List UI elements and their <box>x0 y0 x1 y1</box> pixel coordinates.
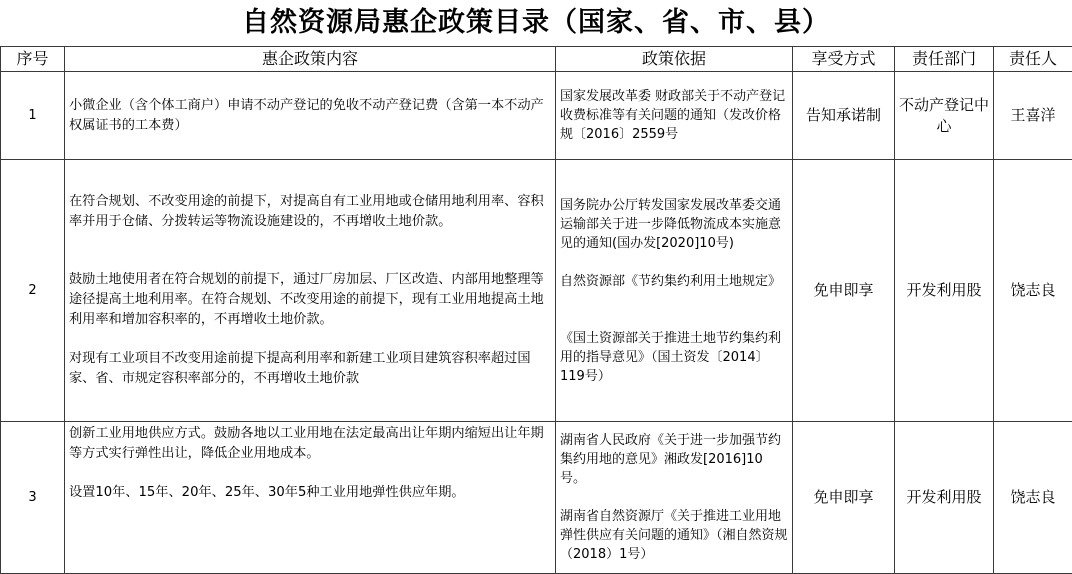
row-number: 3 <box>1 422 65 574</box>
table-row <box>1 72 1072 160</box>
policy-basis <box>556 422 793 574</box>
responsible-dept: 不动产登记中心 <box>895 72 994 160</box>
responsible-dept: 开发利用股 <box>895 422 994 574</box>
enjoy-method: 免申即享 <box>793 160 895 422</box>
responsible-person: 王喜洋 <box>994 72 1072 160</box>
basis-paragraph: 国家发展改革委 财政部关于不动产登记收费标准等有关问题的通知（发改价格规〔2016〕2559号 <box>560 87 788 144</box>
header-dept: 责任部门 <box>895 47 994 72</box>
content-paragraph: 创新工业用地供应方式。鼓励各地以工业用地在法定最高出让年期内缩短出让年期等方式实行弹性出让，降低企业用地成本。 <box>69 424 551 464</box>
basis-paragraph: 自然资源部《节约集约利用土地规定》 <box>560 272 788 291</box>
policy-table <box>0 46 1072 574</box>
row-number: 2 <box>1 160 65 422</box>
content-paragraph: 小微企业（含个体工商户）申请不动产登记的免收不动产登记费（含第一本不动产权属证书的工本费） <box>69 96 551 136</box>
policy-basis <box>556 72 793 160</box>
policy-content <box>65 422 556 574</box>
responsible-dept: 开发利用股 <box>895 160 994 422</box>
header-method: 享受方式 <box>793 47 895 72</box>
table-row <box>1 160 1072 422</box>
header-content: 惠企政策内容 <box>65 47 556 72</box>
enjoy-method: 免申即享 <box>793 422 895 574</box>
policy-content <box>65 72 556 160</box>
header-basis: 政策依据 <box>556 47 793 72</box>
basis-paragraph: 《国土资源部关于推进土地节约集约利用的指导意见》（国土资发〔2014〕119号） <box>560 329 788 386</box>
page-title: 自然资源局惠企政策目录（国家、省、市、县） <box>0 0 1072 46</box>
content-paragraph: 设置10年、15年、20年、25年、30年5种工业用地弹性供应年期。 <box>69 483 551 503</box>
policy-content <box>65 160 556 422</box>
content-paragraph: 在符合规划、不改变用途的前提下，对提高自有工业用地或仓储用地利用率、容积率并用于仓储、分拨转运等物流设施建设的，不再增收土地价款。 <box>69 192 551 232</box>
enjoy-method: 告知承诺制 <box>793 72 895 160</box>
content-paragraph: 对现有工业项目不改变用途前提下提高利用率和新建工业项目建筑容积率超过国家、省、市规定容积率部分的，不再增收土地价款 <box>69 349 551 389</box>
responsible-person: 饶志良 <box>994 160 1072 422</box>
basis-paragraph: 湖南省自然资源厅《关于推进工业用地弹性供应有关问题的通知》（湘自然资规（2018）1号） <box>560 507 788 564</box>
responsible-person: 饶志良 <box>994 422 1072 574</box>
content-paragraph: 鼓励土地使用者在符合规划的前提下，通过厂房加层、厂区改造、内部用地整理等途径提高土地利用率。在符合规划、不改变用途的前提下，现有工业用地提高土地利用率和增加容积率的，不再增收土地价款。 <box>69 270 551 330</box>
table-header-row <box>1 47 1072 72</box>
header-person: 责任人 <box>994 47 1072 72</box>
header-no: 序号 <box>1 47 65 72</box>
table-row <box>1 422 1072 574</box>
basis-paragraph: 国务院办公厅转发国家发展改革委交通运输部关于进一步降低物流成本实施意见的通知(国办发[2020]10号) <box>560 196 788 253</box>
basis-paragraph: 湖南省人民政府《关于进一步加强节约集约用地的意见》湘政发[2016]10号。 <box>560 431 788 488</box>
policy-basis <box>556 160 793 422</box>
row-number: 1 <box>1 72 65 160</box>
